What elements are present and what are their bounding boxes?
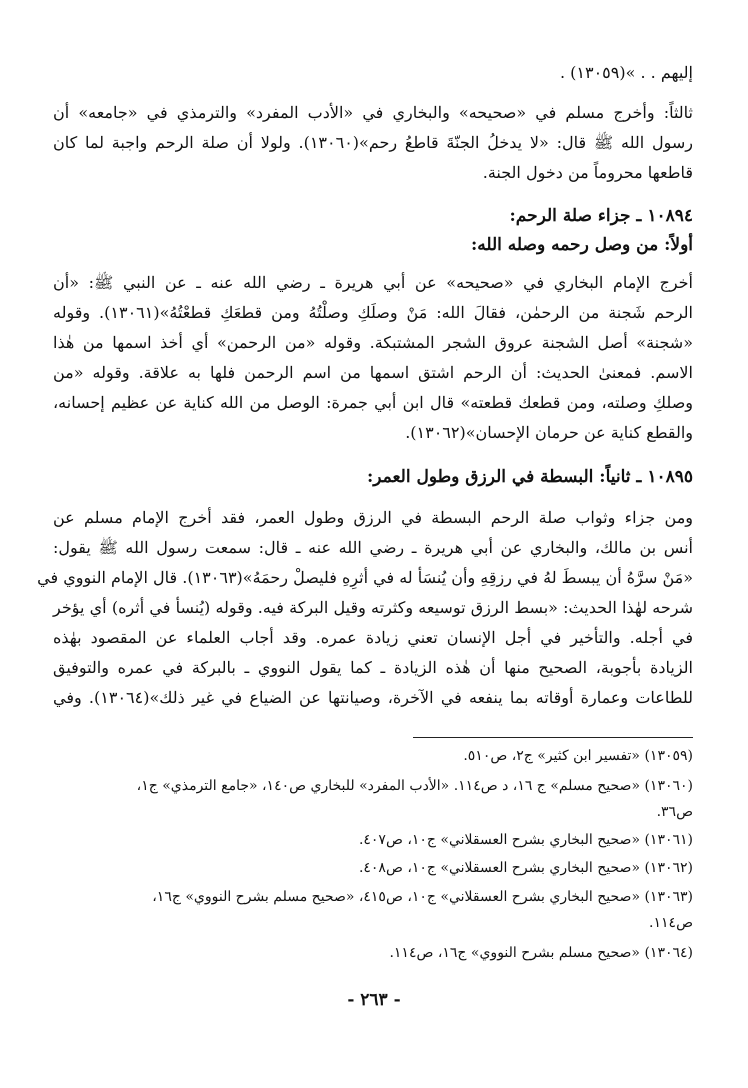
body-line-13: «مَنْ سرَّهُ أن يبسطَ لهُ في رزقِهِ وأن يُنسَأ له في أثرِهِ فليصلْ رحمَهُ»(١٣٠٦٣). قال الإمام النووي في — [37, 568, 693, 587]
body-line-7: «شجنة» أصل الشجنة عروق الشجر المشتبكة. وقوله «من الرحمن» أي أخذ اسمها من هٰذا — [53, 333, 693, 352]
body-line-10: والقطع كناية عن حرمان الإحسان»(١٣٠٦٢). — [405, 423, 693, 442]
footnote-5-continued: ص١١٤. — [649, 915, 693, 931]
body-line-3: رسول الله ﷺ قال: «لا يدخلُ الجنّةَ قاطعُ رحم»(١٣٠٦٠). ولولا أن صلة الرحم واجبة لما كان — [53, 133, 694, 152]
body-line-16: الزيادة بأجوبة، الصحيح منها أن هٰذه الزيادة ـ كما يقول النووي ـ بالبركة في عمره والتوفيق — [53, 658, 693, 677]
footnote-5: (١٣٠٦٣) «صحيح البخاري بشرح العسقلاني» ج١٠، ص٤١٥، «صحيح مسلم بشرح النووي» ج١٦، — [152, 889, 693, 905]
page-number: - ٢٦٣ - — [347, 990, 401, 1010]
footnote-2: (١٣٠٦٠) «صحيح مسلم» ج ١٦، د ص١١٤. «الأدب المفرد» للبخاري ص١٤٠، «جامع الترمذي» ج١، — [136, 778, 693, 794]
body-line-5: أخرج الإمام البخاري في «صحيحه» عن أبي هريرة ـ رضي الله عنه ـ عن النبي ﷺ: «أن — [53, 273, 693, 292]
section-heading-3: ١٠٨٩٥ ـ ثانياً: البسطة في الرزق وطول العمر: — [367, 467, 693, 487]
body-line-8: الاسم. فمعنىٰ الحديث: أن الرحم اشتق اسمها من اسم الرحمن فلها به علاقة. وقوله «من — [53, 363, 693, 382]
footnote-2-continued: ص٣٦. — [656, 804, 693, 820]
section-heading-1: ١٠٨٩٤ ـ جزاء صلة الرحم: — [509, 206, 693, 226]
body-line-4: قاطعها محروماً من دخول الجنة. — [482, 163, 693, 182]
body-line-14: شرحه لهٰذا الحديث: «بسط الرزق توسيعه وكثرته وقيل البركة فيه. وقوله (يُنسأ في أثره) أي يؤخر — [53, 598, 693, 617]
body-line-12: أنس بن مالك، والبخاري عن أبي هريرة ـ رضي الله عنه ـ قال: سمعت رسول الله ﷺ يقول: — [53, 538, 694, 557]
footnote-6: (١٣٠٦٤) «صحيح مسلم بشرح النووي» ج١٦، ص١١٤. — [389, 945, 693, 961]
body-line-15: في أجله. والتأخير في أجل الإنسان تعني زيادة عمره. وقد أجاب العلماء عن المقصود بهٰذه — [53, 628, 693, 647]
body-line-11: ومن جزاء وثواب صلة الرحم البسطة في الرزق وطول العمر، فقد أخرج الإمام مسلم عن — [53, 508, 693, 527]
footnote-3: (١٣٠٦١) «صحيح البخاري بشرح العسقلاني» ج١٠، ص٤٠٧. — [358, 832, 693, 848]
section-heading-2: أولاً: من وصل رحمه وصله الله: — [470, 235, 693, 255]
footnote-1: (١٣٠٥٩) «تفسير ابن كثير» ج٢، ص٥١٠. — [463, 748, 693, 764]
body-line-1: إليهم . . »(١٣٠٥٩) . — [559, 63, 693, 82]
body-line-6: الرحم شَجنة من الرحمٰن، فقالَ الله: مَنْ وصلَكِ وصلْتُهُ ومن قطعَكِ قطعْتُهُ»(١٣٠٦١). وقوله — [53, 303, 693, 322]
body-line-9: وصلكِ وصلته، ومن قطعك قطعته» قال ابن أبي جمرة: الوصل من الله كناية عن عظيم إحسانه، — [53, 393, 694, 412]
body-line-17: للطاعات وعمارة أوقاته بما ينفعه في الآخرة، وصيانتها عن الضياع في غير ذلك»(١٣٠٦٤). وفي — [53, 688, 694, 707]
footnote-4: (١٣٠٦٢) «صحيح البخاري بشرح العسقلاني» ج١٠، ص٤٠٨. — [358, 860, 693, 876]
footnote-separator — [413, 737, 693, 738]
body-line-2: ثالثاً: وأخرج مسلم في «صحيحه» والبخاري في «الأدب المفرد» والترمذي في «جامعه» أن — [53, 103, 693, 122]
